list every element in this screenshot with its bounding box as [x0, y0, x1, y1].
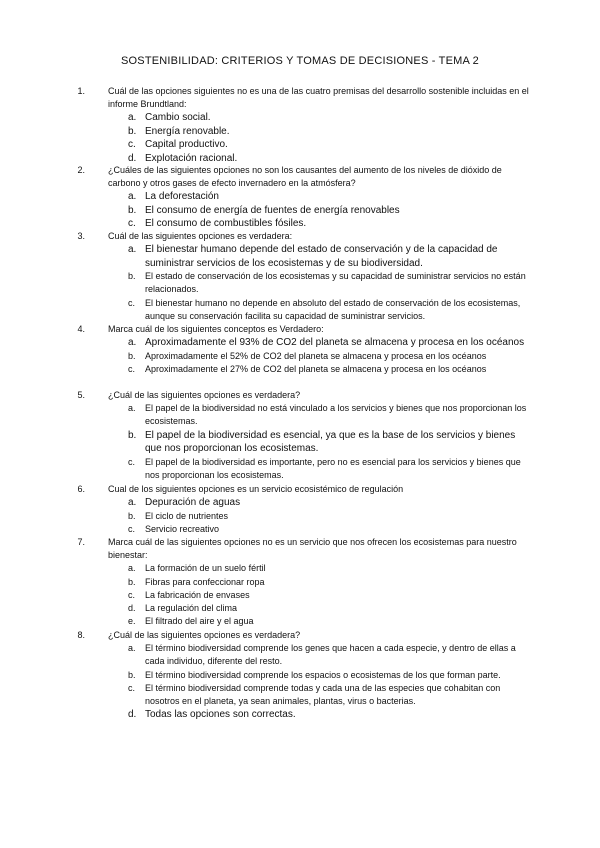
option-text: El consumo de energía de fuentes de energía renovables: [145, 204, 400, 216]
question-text: ¿Cuáles de las siguientes opciones no son los causantes del aumento de los niveles de dióxido de carbono y otros gases de efecto invernadero en la atmósfera?: [108, 165, 502, 189]
option-text: El término biodiversidad comprende los espacios o ecosistemas de los que forman parte.: [145, 669, 501, 680]
option-letter: d.: [128, 152, 137, 164]
option-text: Servicio recreativo: [145, 523, 220, 534]
option: [90, 243, 530, 270]
option-text: La formación de un suelo fértil: [145, 563, 266, 574]
question-number: 6.: [77, 484, 85, 494]
option-text: Aproximadamente el 93% de CO2 del planeta se almacena y procesa en los océanos: [145, 337, 525, 349]
question-3: [77, 230, 530, 323]
option-letter: c.: [128, 456, 136, 467]
option-letter: d.: [128, 709, 137, 721]
question-6: [77, 483, 530, 536]
option: [90, 402, 530, 428]
option-letter: a.: [128, 643, 136, 654]
option: [90, 682, 530, 708]
option-text: El término biodiversidad comprende todas y cada una de las especies que cohabitan con nosotros en el planeta, ya sean animales, plantas, virus o bacterias.: [145, 682, 501, 707]
option-text: El bienestar humano depende del estado de conservación y de la capacidad de suministrar servicios de los ecosistemas y de su biodiversidad.: [145, 244, 498, 269]
page-title: SOSTENIBILIDAD: CRITERIOS Y TOMAS DE DECISIONES - TEMA 2: [121, 55, 479, 67]
question-text: Cuál de las opciones siguientes no es una de las cuatro premisas del desarrollo sostenible incluidas en el informe Brundtland:: [108, 86, 529, 110]
option: [90, 615, 530, 628]
option: [90, 363, 530, 376]
option: [90, 523, 530, 536]
option-letter: c.: [128, 139, 136, 151]
option: [90, 217, 530, 231]
option-text: El papel de la biodiversidad no está vinculado a los servicios y bienes que nos proporcionan los ecosistemas.: [145, 403, 527, 427]
option: [90, 589, 530, 602]
option: [90, 602, 530, 615]
option-letter: a.: [128, 337, 137, 349]
option-text: Cambio social.: [145, 112, 211, 124]
option-letter: b.: [128, 125, 137, 137]
option: [90, 204, 530, 218]
question-8: [77, 629, 530, 722]
question-text: Cuál de las siguientes opciones es verdadera:: [108, 231, 293, 241]
option-letter: b.: [128, 204, 137, 216]
question-text: Marca cuál de los siguientes conceptos es Verdadero:: [108, 324, 324, 334]
question-text: ¿Cuál de las siguientes opciones es verdadera?: [108, 390, 301, 400]
option-letter: a.: [128, 563, 136, 574]
option-letter: d.: [128, 603, 136, 614]
option: [90, 270, 530, 296]
option-letter: a.: [128, 244, 137, 256]
option: [90, 562, 530, 575]
question-number: 2.: [77, 165, 85, 175]
option-text: La fabricación de envases: [145, 589, 250, 600]
option-text: La deforestación: [145, 191, 219, 203]
option-letter: c.: [128, 589, 136, 600]
question-number: 8.: [77, 630, 85, 640]
option: [90, 496, 530, 510]
option: [90, 111, 530, 125]
option-letter: b.: [128, 510, 136, 521]
option: [90, 138, 530, 152]
option-text: Fibras para confeccionar ropa: [145, 576, 265, 587]
option-letter: e.: [128, 616, 136, 627]
option: [90, 350, 530, 363]
question-number: 4.: [77, 324, 85, 334]
option-letter: b.: [128, 669, 136, 680]
question-7: [77, 536, 530, 628]
option: [90, 669, 530, 682]
option-letter: a.: [128, 191, 137, 203]
question-1: [77, 85, 530, 165]
option-letter: b.: [128, 350, 136, 361]
option-text: El papel de la biodiversidad es esencial, ya que es la base de los servicios y bienes que nos proporcionan los ecosistemas.: [145, 429, 516, 455]
option-letter: c.: [128, 682, 136, 693]
option: [90, 336, 530, 350]
option-text: La regulación del clima: [145, 603, 238, 614]
question-5: [77, 389, 530, 482]
option-text: Todas las opciones son correctas.: [145, 709, 296, 721]
option: [90, 576, 530, 589]
option: [90, 429, 530, 456]
question-text: ¿Cuál de las siguientes opciones es verdadera?: [108, 630, 301, 640]
option-text: El ciclo de nutrientes: [145, 510, 229, 521]
question-2: [77, 164, 530, 231]
question-number: 1.: [77, 86, 85, 96]
option-text: Explotación racional.: [145, 152, 238, 164]
option-letter: c.: [128, 363, 136, 374]
option-letter: b.: [128, 271, 136, 282]
option-letter: b.: [128, 576, 136, 587]
option-text: El papel de la biodiversidad es importante, pero no es esencial para los servicios y bienes que nos proporcionan los ecosistemas.: [145, 456, 521, 480]
option-text: El estado de conservación de los ecosistemas y su capacidad de suministrar servicios no están relacionados.: [145, 271, 526, 295]
option-text: Depuración de aguas: [145, 497, 241, 509]
option: [90, 642, 530, 668]
option-letter: a.: [128, 403, 136, 414]
question-number: 7.: [77, 537, 85, 547]
option-text: El bienestar humano no depende en absoluto del estado de conservación de los ecosistemas, aunque su conservación facilita su capacidad de suministrar servicios.: [145, 297, 521, 321]
option: [90, 708, 530, 722]
question-number: 5.: [77, 390, 85, 400]
option-text: Aproximadamente el 52% de CO2 del planeta se almacena y procesa en los océanos: [145, 350, 487, 361]
option-letter: a.: [128, 112, 137, 124]
option-text: El término biodiversidad comprende los genes que hacen a cada especie, y dentro de ellas a cada individuo, diferente del resto.: [145, 643, 516, 667]
option-letter: b.: [128, 429, 137, 441]
question-number: 3.: [77, 231, 85, 241]
option-text: El filtrado del aire y el agua: [145, 616, 254, 627]
option-text: El consumo de combustibles fósiles.: [145, 218, 307, 230]
option-text: Aproximadamente el 27% de CO2 del planeta se almacena y procesa en los océanos: [145, 363, 487, 374]
option: [90, 510, 530, 523]
question-4: [77, 323, 530, 376]
option-text: Capital productivo.: [145, 139, 228, 151]
option-text: Energía renovable.: [145, 125, 230, 137]
option: [90, 190, 530, 204]
question-text: Cual de los siguientes opciones es un servicio ecosistémico de regulación: [108, 484, 404, 494]
option-letter: c.: [128, 523, 136, 534]
option: [90, 297, 530, 323]
option-letter: c.: [128, 218, 136, 230]
question-text: Marca cuál de las siguientes opciones no es un servicio que nos ofrecen los ecosistemas para nuestro bienestar:: [108, 537, 517, 561]
option-letter: c.: [128, 297, 136, 308]
option: [90, 125, 530, 139]
option: [90, 456, 530, 482]
option-letter: a.: [128, 497, 137, 509]
